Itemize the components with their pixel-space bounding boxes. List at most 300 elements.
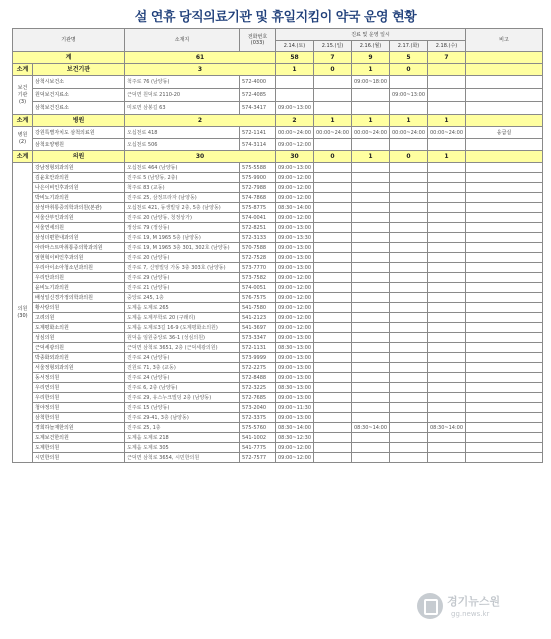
subtotal-day-value: 0 bbox=[314, 151, 352, 163]
row-note bbox=[466, 343, 543, 353]
operating-hours bbox=[314, 203, 352, 213]
operating-hours bbox=[428, 263, 466, 273]
institution-name: 삼성마취통증의학과의원(본관) bbox=[33, 203, 125, 213]
operating-hours bbox=[428, 303, 466, 313]
operating-hours bbox=[314, 303, 352, 313]
subtotal-day-value bbox=[428, 64, 466, 76]
operating-hours bbox=[428, 253, 466, 263]
row-note bbox=[466, 443, 543, 453]
operating-hours bbox=[428, 193, 466, 203]
operating-hours bbox=[352, 183, 390, 193]
institution-name: 우리아이소아청소년과의원 bbox=[33, 263, 125, 273]
operating-hours bbox=[314, 173, 352, 183]
institution-address: 진원로 71, 3층 (교동) bbox=[125, 363, 240, 373]
operating-hours bbox=[314, 353, 352, 363]
operating-hours bbox=[390, 139, 428, 151]
operating-hours bbox=[314, 223, 352, 233]
row-note bbox=[466, 373, 543, 383]
operating-hours bbox=[314, 233, 352, 243]
header-date: 2.18.(수) bbox=[428, 41, 466, 52]
operating-hours bbox=[352, 253, 390, 263]
institution-address: 척주로 76 (남양동) bbox=[125, 76, 240, 89]
table-row bbox=[13, 433, 543, 443]
institution-name: 배성일신경가정의학과의원 bbox=[33, 293, 125, 303]
operating-hours: 09:00~12:00 bbox=[276, 293, 314, 303]
institution-name: 삼척한의원 bbox=[33, 413, 125, 423]
total-note bbox=[466, 52, 543, 64]
operating-hours bbox=[314, 373, 352, 383]
operating-hours bbox=[314, 313, 352, 323]
table-row bbox=[13, 243, 543, 253]
operating-hours: 09:00~13:00 bbox=[276, 373, 314, 383]
institution-address: 근덕면 삼척로 3651, 2층 (근덕세광의원) bbox=[125, 343, 240, 353]
operating-hours bbox=[352, 89, 390, 102]
subtotal-count: 30 bbox=[125, 151, 276, 163]
subtotal-day-value: 1 bbox=[428, 115, 466, 127]
operating-hours bbox=[352, 193, 390, 203]
institution-address: 근덕면 원덕로 2110-20 bbox=[125, 89, 240, 102]
operating-hours: 08:30~14:00 bbox=[428, 423, 466, 433]
operating-hours: 08:30~13:00 bbox=[276, 383, 314, 393]
operating-hours bbox=[352, 373, 390, 383]
table-row bbox=[13, 353, 543, 363]
operating-hours bbox=[390, 193, 428, 203]
operating-hours bbox=[314, 443, 352, 453]
institution-address: 중앙로 245, 1층 bbox=[125, 293, 240, 303]
row-note bbox=[466, 313, 543, 323]
row-note bbox=[466, 323, 543, 333]
operating-hours bbox=[390, 343, 428, 353]
total-count: 61 bbox=[125, 52, 276, 64]
operating-hours bbox=[314, 293, 352, 303]
institution-name: 아라마스트마취통증의학과의원 bbox=[33, 243, 125, 253]
table-row bbox=[13, 173, 543, 183]
table-row bbox=[13, 163, 543, 173]
institution-name: 도계보건한의원 bbox=[33, 433, 125, 443]
operating-hours bbox=[352, 363, 390, 373]
operating-hours: 09:00~12:00 bbox=[276, 323, 314, 333]
subtotal-count: 3 bbox=[125, 64, 276, 76]
table-row bbox=[13, 393, 543, 403]
operating-hours bbox=[428, 183, 466, 193]
operating-hours bbox=[314, 403, 352, 413]
page-title: 설 연휴 당직의료기관 및 휴일지킴이 약국 운영 현황 bbox=[134, 10, 417, 25]
subtotal-day-value: 1 bbox=[314, 115, 352, 127]
header-phone: 전화번호 (033) bbox=[240, 29, 276, 52]
operating-hours: 09:00~12:00 bbox=[276, 443, 314, 453]
group-label: 병원 (2) bbox=[13, 127, 33, 151]
subtotal-row bbox=[13, 64, 543, 76]
institution-name: 도계한의원 bbox=[33, 443, 125, 453]
table-row bbox=[13, 76, 543, 89]
institution-address: 도계읍 도계로 218 bbox=[125, 433, 240, 443]
institution-phone: 574-7868 bbox=[240, 193, 276, 203]
institution-phone: 570-7588 bbox=[240, 243, 276, 253]
subtotal-note bbox=[466, 115, 543, 127]
institution-phone: 573-7582 bbox=[240, 273, 276, 283]
operating-hours bbox=[352, 243, 390, 253]
operating-hours bbox=[352, 333, 390, 343]
subtotal-day-value: 0 bbox=[390, 151, 428, 163]
operating-hours: 09:00~12:00 bbox=[276, 313, 314, 323]
institution-name: 성심의원 bbox=[33, 333, 125, 343]
operating-hours bbox=[390, 393, 428, 403]
institution-address: 진주로 25, 1층 bbox=[125, 423, 240, 433]
institution-name: 삼성더편한내과의원 bbox=[33, 233, 125, 243]
operating-hours bbox=[352, 223, 390, 233]
operating-hours bbox=[352, 383, 390, 393]
institution-name: 시민한의원 bbox=[33, 453, 125, 463]
subtotal-label: 소계 bbox=[13, 151, 33, 163]
operating-hours: 00:00~24:00 bbox=[428, 127, 466, 139]
institution-phone: 573-3347 bbox=[240, 333, 276, 343]
operating-hours: 09:00~12:00 bbox=[276, 193, 314, 203]
institution-address: 진주로 6, 2층 (남양동) bbox=[125, 383, 240, 393]
subtotal-day-value: 0 bbox=[314, 64, 352, 76]
institution-address: 미로면 삼봉길 63 bbox=[125, 102, 240, 115]
table-row bbox=[13, 293, 543, 303]
operating-hours: 09:00~12:00 bbox=[276, 273, 314, 283]
institution-address: 오십천로 421, 동생빌딩 2층, 5층 (남양동) bbox=[125, 203, 240, 213]
subtotal-day-value: 1 bbox=[352, 115, 390, 127]
row-note bbox=[466, 203, 543, 213]
operating-hours bbox=[390, 213, 428, 223]
operating-hours: 09:00~12:00 bbox=[276, 283, 314, 293]
operating-hours bbox=[390, 102, 428, 115]
institution-name: 고려의원 bbox=[33, 313, 125, 323]
operating-hours bbox=[314, 383, 352, 393]
operating-hours bbox=[352, 173, 390, 183]
operating-hours bbox=[390, 403, 428, 413]
table-row bbox=[13, 183, 543, 193]
table-row bbox=[13, 313, 543, 323]
subtotal-day-value: 30 bbox=[276, 151, 314, 163]
operating-hours bbox=[314, 273, 352, 283]
operating-hours bbox=[352, 343, 390, 353]
institution-address: 도계읍 도계로 305 bbox=[125, 443, 240, 453]
row-note bbox=[466, 223, 543, 233]
operating-hours: 09:00~12:00 bbox=[276, 139, 314, 151]
table-row bbox=[13, 223, 543, 233]
institution-phone: 572-4000 bbox=[240, 76, 276, 89]
institution-phone: 572-8251 bbox=[240, 223, 276, 233]
row-note bbox=[466, 183, 543, 193]
operating-hours bbox=[428, 353, 466, 363]
operating-hours: 09:00~13:00 bbox=[276, 253, 314, 263]
operating-hours bbox=[428, 102, 466, 115]
total-row bbox=[13, 52, 543, 64]
operating-hours bbox=[352, 393, 390, 403]
schedule-table bbox=[12, 28, 543, 463]
subtotal-note bbox=[466, 64, 543, 76]
institution-name: 엄현혁이비인후과의원 bbox=[33, 253, 125, 263]
header-schedule: 진료 및 운영 일시 bbox=[276, 29, 466, 41]
operating-hours: 09:00~12:00 bbox=[276, 303, 314, 313]
operating-hours bbox=[314, 323, 352, 333]
subtotal-day-value: 1 bbox=[276, 64, 314, 76]
operating-hours bbox=[428, 283, 466, 293]
operating-hours bbox=[314, 333, 352, 343]
row-note bbox=[466, 263, 543, 273]
institution-address: 근덕면 삼척로 3654, 시민한의원 bbox=[125, 453, 240, 463]
operating-hours bbox=[352, 139, 390, 151]
operating-hours bbox=[428, 433, 466, 443]
row-note bbox=[466, 76, 543, 89]
table-row bbox=[13, 233, 543, 243]
operating-hours bbox=[390, 76, 428, 89]
table-row bbox=[13, 127, 543, 139]
total-day-value: 7 bbox=[314, 52, 352, 64]
total-day-value: 58 bbox=[276, 52, 314, 64]
operating-hours bbox=[314, 413, 352, 423]
operating-hours bbox=[352, 443, 390, 453]
operating-hours bbox=[352, 313, 390, 323]
operating-hours: 08:30~12:30 bbox=[276, 433, 314, 443]
subtotal-day-value: 1 bbox=[352, 64, 390, 76]
operating-hours bbox=[390, 413, 428, 423]
subtotal-day-value: 0 bbox=[390, 64, 428, 76]
table-row bbox=[13, 263, 543, 273]
operating-hours: 09:00~13:00 bbox=[276, 163, 314, 173]
operating-hours bbox=[314, 343, 352, 353]
operating-hours: 08:30~13:00 bbox=[276, 343, 314, 353]
operating-hours bbox=[390, 233, 428, 243]
subtotal-label: 소계 bbox=[13, 115, 33, 127]
subtotal-name: 의원 bbox=[33, 151, 125, 163]
watermark-subtext: gg.news.kr bbox=[451, 610, 490, 618]
operating-hours bbox=[390, 263, 428, 273]
institution-address: 진주로 21 (남양동) bbox=[125, 283, 240, 293]
row-note bbox=[466, 293, 543, 303]
institution-address: 진주로 7, 신영빌딩 가동 3층 303호 (남양동) bbox=[125, 263, 240, 273]
operating-hours bbox=[352, 283, 390, 293]
operating-hours: 09:00~13:00 bbox=[276, 333, 314, 343]
institution-address: 진주로 19, M 1965 5층 (남양동) bbox=[125, 233, 240, 243]
operating-hours bbox=[352, 403, 390, 413]
group-label: 의원 (30) bbox=[13, 163, 33, 463]
institution-address: 도계읍 도계부학로 20 (구래리) bbox=[125, 313, 240, 323]
total-label: 계 bbox=[13, 52, 125, 64]
institution-phone: 575-9900 bbox=[240, 173, 276, 183]
operating-hours bbox=[390, 333, 428, 343]
operating-hours bbox=[276, 89, 314, 102]
row-note bbox=[466, 173, 543, 183]
operating-hours bbox=[314, 393, 352, 403]
operating-hours: 09:00~12:00 bbox=[276, 213, 314, 223]
row-note bbox=[466, 273, 543, 283]
institution-address: 오십천로 418 bbox=[125, 127, 240, 139]
row-note bbox=[466, 453, 543, 463]
operating-hours: 08:30~14:00 bbox=[276, 203, 314, 213]
operating-hours bbox=[352, 353, 390, 363]
table-row bbox=[13, 333, 543, 343]
operating-hours bbox=[390, 223, 428, 233]
operating-hours bbox=[314, 433, 352, 443]
operating-hours bbox=[390, 363, 428, 373]
institution-name: 원덕보건지료소 bbox=[33, 89, 125, 102]
table-row bbox=[13, 403, 543, 413]
operating-hours bbox=[352, 203, 390, 213]
operating-hours bbox=[314, 363, 352, 373]
operating-hours: 00:00~24:00 bbox=[314, 127, 352, 139]
operating-hours bbox=[428, 163, 466, 173]
operating-hours bbox=[428, 413, 466, 423]
operating-hours bbox=[390, 373, 428, 383]
operating-hours bbox=[428, 139, 466, 151]
row-note bbox=[466, 213, 543, 223]
operating-hours: 09:00~12:00 bbox=[276, 173, 314, 183]
header-date: 2.17.(화) bbox=[390, 41, 428, 52]
operating-hours bbox=[314, 76, 352, 89]
institution-address: 진주로 29 (남양동) bbox=[125, 273, 240, 283]
institution-address: 진주로 15 (남양동) bbox=[125, 403, 240, 413]
institution-phone: 572-4085 bbox=[240, 89, 276, 102]
row-note bbox=[466, 163, 543, 173]
operating-hours bbox=[390, 303, 428, 313]
operating-hours bbox=[352, 233, 390, 243]
operating-hours bbox=[352, 163, 390, 173]
institution-name: 서울산부인과의원 bbox=[33, 213, 125, 223]
operating-hours bbox=[314, 263, 352, 273]
institution-phone: 572-7577 bbox=[240, 453, 276, 463]
operating-hours bbox=[314, 243, 352, 253]
operating-hours: 09:00~13:00 bbox=[276, 413, 314, 423]
institution-name: 우리연의원 bbox=[33, 383, 125, 393]
institution-phone: 541-2123 bbox=[240, 313, 276, 323]
operating-hours bbox=[428, 383, 466, 393]
operating-hours bbox=[390, 323, 428, 333]
table-row bbox=[13, 363, 543, 373]
operating-hours bbox=[390, 433, 428, 443]
institution-address: 원덕읍 임원중앙로 36-1 (성심의원) bbox=[125, 333, 240, 343]
institution-phone: 576-7575 bbox=[240, 293, 276, 303]
institution-phone: 573-2040 bbox=[240, 403, 276, 413]
operating-hours bbox=[390, 443, 428, 453]
institution-phone: 575-5588 bbox=[240, 163, 276, 173]
operating-hours bbox=[428, 213, 466, 223]
subtotal-note bbox=[466, 151, 543, 163]
institution-phone: 574-0051 bbox=[240, 283, 276, 293]
table-row bbox=[13, 89, 543, 102]
institution-phone: 573-7770 bbox=[240, 263, 276, 273]
operating-hours bbox=[390, 273, 428, 283]
operating-hours bbox=[428, 203, 466, 213]
table-row bbox=[13, 213, 543, 223]
table-row bbox=[13, 102, 543, 115]
operating-hours bbox=[428, 393, 466, 403]
institution-address: 도계읍 도계로3길 16-9 (도계평화소의원) bbox=[125, 323, 240, 333]
total-day-value: 7 bbox=[428, 52, 466, 64]
operating-hours: 09:00~13:30 bbox=[276, 233, 314, 243]
watermark-text: 경기뉴스원 bbox=[447, 595, 501, 608]
operating-hours bbox=[352, 453, 390, 463]
operating-hours bbox=[390, 203, 428, 213]
operating-hours: 09:00~12:00 bbox=[276, 183, 314, 193]
institution-phone: 541-3697 bbox=[240, 323, 276, 333]
institution-address: 진주로 20 (남양동, 청정상가) bbox=[125, 213, 240, 223]
institution-name: 근덕세광의원 bbox=[33, 343, 125, 353]
operating-hours bbox=[276, 76, 314, 89]
institution-address: 진주로 5 (남양동, 2층) bbox=[125, 173, 240, 183]
institution-name: 도계평화소의원 bbox=[33, 323, 125, 333]
operating-hours bbox=[428, 223, 466, 233]
institution-address: 진주로 25, 삼정프라자 (남양동) bbox=[125, 193, 240, 203]
operating-hours bbox=[352, 323, 390, 333]
header-address: 소재지 bbox=[125, 29, 240, 52]
row-note bbox=[466, 333, 543, 343]
row-note bbox=[466, 403, 543, 413]
operating-hours bbox=[428, 243, 466, 253]
row-note bbox=[466, 193, 543, 203]
institution-phone: 541-7775 bbox=[240, 443, 276, 453]
operating-hours bbox=[314, 283, 352, 293]
header-org: 기관명 bbox=[13, 29, 125, 52]
institution-phone: 541-7580 bbox=[240, 303, 276, 313]
operating-hours bbox=[428, 403, 466, 413]
subtotal-name: 보건기관 bbox=[33, 64, 125, 76]
institution-phone: 572-7988 bbox=[240, 183, 276, 193]
row-note bbox=[466, 413, 543, 423]
institution-name: 삼척시보건소 bbox=[33, 76, 125, 89]
institution-phone: 572-3133 bbox=[240, 233, 276, 243]
row-note bbox=[466, 243, 543, 253]
institution-address: 정상로 79 (정상동) bbox=[125, 223, 240, 233]
operating-hours: 08:30~14:00 bbox=[276, 423, 314, 433]
operating-hours bbox=[314, 253, 352, 263]
operating-hours bbox=[428, 453, 466, 463]
table-row bbox=[13, 139, 543, 151]
table-row bbox=[13, 303, 543, 313]
institution-phone: 575-5760 bbox=[240, 423, 276, 433]
operating-hours bbox=[428, 373, 466, 383]
institution-name: 박비뇨기과의원 bbox=[33, 193, 125, 203]
operating-hours: 09:00~13:00 bbox=[276, 363, 314, 373]
institution-phone: 572-3375 bbox=[240, 413, 276, 423]
institution-phone: 572-2275 bbox=[240, 363, 276, 373]
subtotal-day-value: 1 bbox=[352, 151, 390, 163]
institution-name: 김윤호안과의원 bbox=[33, 173, 125, 183]
group-label: 보건 기관 (3) bbox=[13, 76, 33, 115]
institution-name: 나은이비인후과의원 bbox=[33, 183, 125, 193]
subtotal-count: 2 bbox=[125, 115, 276, 127]
operating-hours bbox=[390, 283, 428, 293]
row-note bbox=[466, 253, 543, 263]
operating-hours: 09:00~12:00 bbox=[276, 453, 314, 463]
operating-hours bbox=[390, 163, 428, 173]
institution-name: 윤비뇨기과의원 bbox=[33, 283, 125, 293]
operating-hours bbox=[390, 383, 428, 393]
operating-hours bbox=[428, 443, 466, 453]
row-note bbox=[466, 393, 543, 403]
operating-hours bbox=[428, 343, 466, 353]
operating-hours bbox=[314, 453, 352, 463]
institution-phone: 572-1141 bbox=[240, 127, 276, 139]
operating-hours bbox=[390, 313, 428, 323]
row-note bbox=[466, 233, 543, 243]
operating-hours bbox=[352, 293, 390, 303]
institution-phone: 572-7685 bbox=[240, 393, 276, 403]
row-note bbox=[466, 283, 543, 293]
row-note bbox=[466, 423, 543, 433]
subtotal-day-value: 2 bbox=[276, 115, 314, 127]
institution-name: 삼척요양병원 bbox=[33, 139, 125, 151]
row-note bbox=[466, 363, 543, 373]
institution-phone: 574-3417 bbox=[240, 102, 276, 115]
institution-name: 서울정형외과의원 bbox=[33, 363, 125, 373]
operating-hours bbox=[428, 313, 466, 323]
table-row bbox=[13, 413, 543, 423]
header-date: 2.15.(일) bbox=[314, 41, 352, 52]
